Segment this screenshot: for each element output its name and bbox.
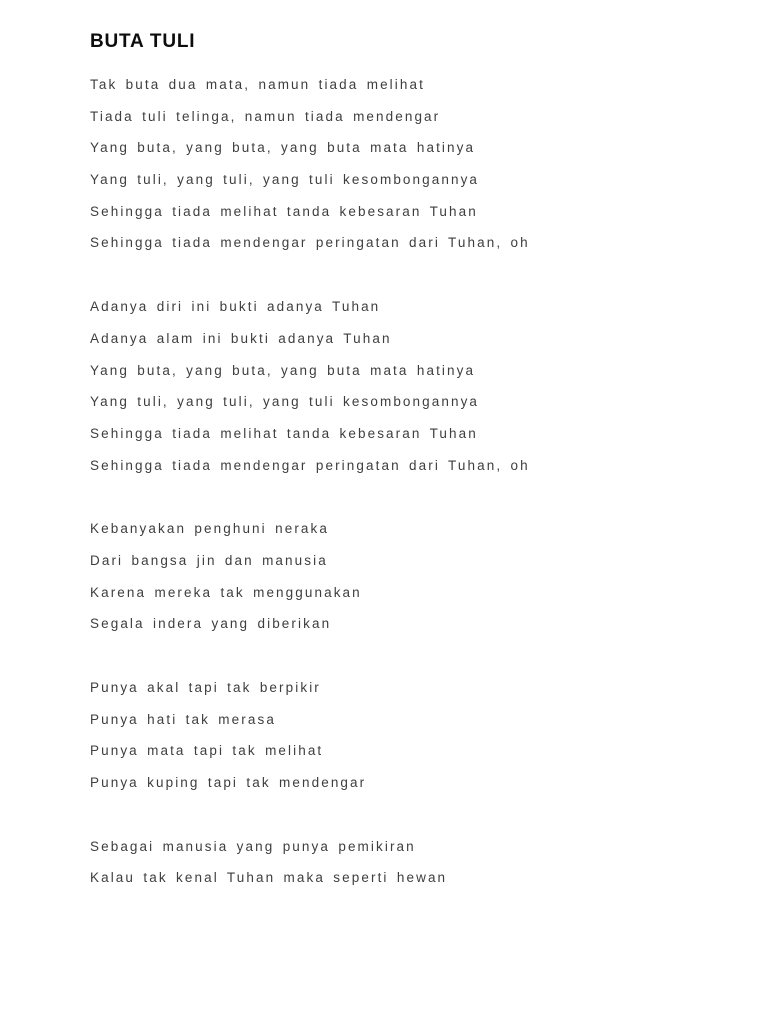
- stanza: [90, 672, 728, 799]
- lyric-line: Kalau tak kenal Tuhan maka seperti hewan: [90, 870, 448, 886]
- stanza: [90, 291, 728, 481]
- lyric-line: Kebanyakan penghuni neraka: [90, 521, 329, 537]
- lyric-line: Karena mereka tak menggunakan: [90, 584, 362, 600]
- lyric-line: Tiada tuli telinga, namun tiada mendengar: [90, 108, 441, 124]
- lyric-line: Punya akal tapi tak berpikir: [90, 680, 321, 695]
- lyric-line: Yang tuli, yang tuli, yang tuli kesombongannya: [90, 394, 480, 410]
- lyric-line: Yang tuli, yang tuli, yang tuli kesombongannya: [90, 172, 480, 188]
- lyric-line: Sehingga tiada mendengar peringatan dari Tuhan, oh: [90, 235, 530, 251]
- page-title: BUTA TULI: [90, 31, 196, 52]
- lyric-line: Adanya alam ini bukti adanya Tuhan: [90, 330, 392, 346]
- lyric-line: Adanya diri ini bukti adanya Tuhan: [90, 299, 381, 315]
- stanza: [90, 831, 728, 894]
- lyric-line: Yang buta, yang buta, yang buta mata hatinya: [90, 362, 476, 378]
- lyric-line: Punya hati tak merasa: [90, 711, 276, 727]
- lyric-line: Yang buta, yang buta, yang buta mata hatinya: [90, 140, 476, 156]
- lyric-line: Segala indera yang diberikan: [90, 616, 332, 632]
- lyric-line: Sehingga tiada melihat tanda kebesaran Tuhan: [90, 425, 478, 441]
- lyric-line: Sehingga tiada mendengar peringatan dari Tuhan, oh: [90, 457, 530, 473]
- stanza: [90, 513, 728, 640]
- lyrics-body: [90, 69, 728, 894]
- lyric-line: Punya mata tapi tak melihat: [90, 743, 324, 759]
- lyric-line: Tak buta dua mata, namun tiada melihat: [90, 77, 425, 92]
- lyric-line: Dari bangsa jin dan manusia: [90, 552, 328, 568]
- lyric-line: Sehingga tiada melihat tanda kebesaran Tuhan: [90, 203, 478, 219]
- lyric-line: Punya kuping tapi tak mendengar: [90, 775, 367, 791]
- lyric-line: Sebagai manusia yang punya pemikiran: [90, 838, 416, 854]
- stanza: [90, 69, 728, 259]
